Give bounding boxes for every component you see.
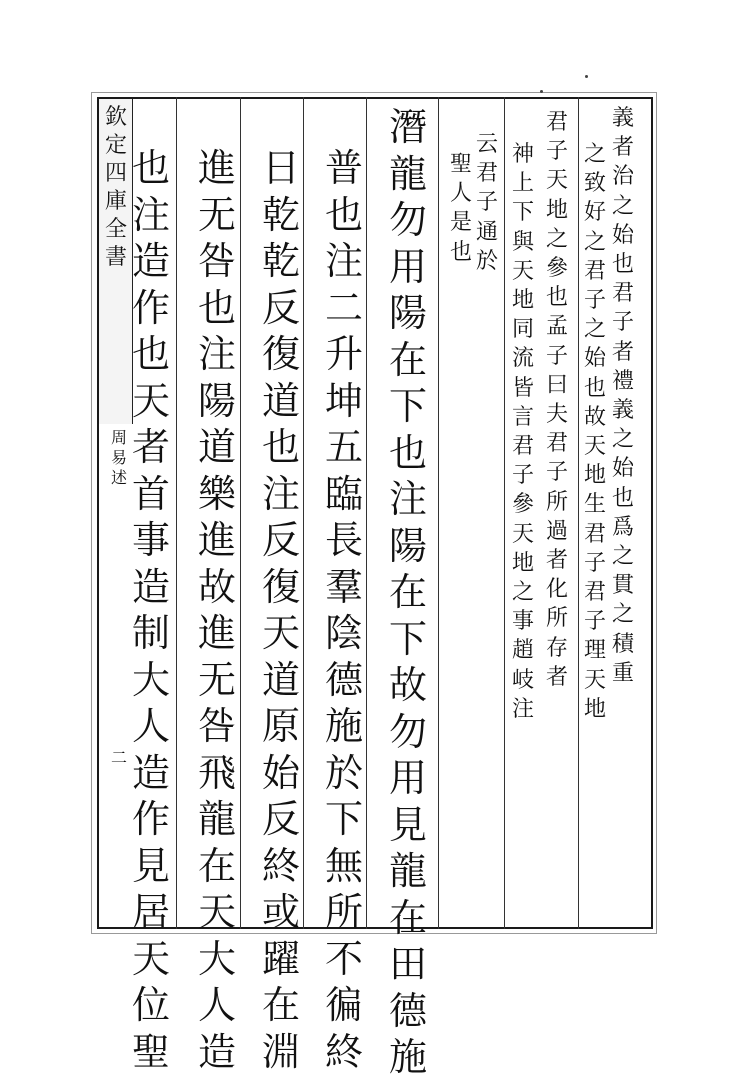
glyph: 見 xyxy=(388,802,427,847)
glyph: 道 xyxy=(197,425,236,469)
glyph: 道 xyxy=(261,657,300,702)
glyph: 反 xyxy=(261,797,300,841)
glyph: 也 xyxy=(611,485,634,511)
glyph: 注 xyxy=(388,477,427,521)
glyph: 子 xyxy=(583,550,606,576)
glyph: 復 xyxy=(261,564,300,609)
glyph: 進 xyxy=(197,611,236,655)
glyph: 復 xyxy=(261,332,300,376)
glyph: 欽 xyxy=(104,105,127,130)
glyph: 致 xyxy=(583,171,606,197)
glyph: 君 xyxy=(583,580,606,606)
glyph: 用 xyxy=(388,756,427,800)
glyph: 在 xyxy=(388,570,427,614)
glyph: 云 xyxy=(475,132,498,157)
glyph: 君 xyxy=(611,281,634,307)
glyph: 定 xyxy=(104,133,127,158)
glyph: 始 xyxy=(583,346,606,372)
glyph: 勿 xyxy=(388,198,427,242)
glyph: 道 xyxy=(261,378,300,423)
glyph: 之 xyxy=(583,142,606,167)
glyph: 聖 xyxy=(449,152,472,177)
glyph: 事 xyxy=(511,609,534,635)
glyph: 乾 xyxy=(261,239,300,283)
glyph: 陽 xyxy=(388,291,427,335)
glyph: 大 xyxy=(197,936,236,981)
glyph: 地 xyxy=(511,288,534,314)
glyph: 也 xyxy=(131,332,170,376)
glyph: 君 xyxy=(583,258,606,284)
glyph: 天 xyxy=(131,378,170,423)
text-column xyxy=(127,145,175,1075)
glyph: 也 xyxy=(131,146,170,190)
glyph: 施 xyxy=(388,1035,427,1079)
glyph: 通 xyxy=(475,219,498,245)
glyph: 不 xyxy=(324,936,363,981)
glyph: 者 xyxy=(131,425,170,469)
glyph: 樂 xyxy=(197,471,236,516)
glyph: 子 xyxy=(583,288,606,314)
glyph: 首 xyxy=(131,471,170,516)
glyph: 天 xyxy=(583,434,606,460)
glyph: 事 xyxy=(131,518,170,562)
glyph: 始 xyxy=(261,750,300,795)
glyph: 坤 xyxy=(324,378,363,423)
text-column xyxy=(257,145,305,1075)
glyph: 者 xyxy=(545,548,568,574)
glyph: 反 xyxy=(261,518,300,562)
glyph: 於 xyxy=(324,750,363,795)
glyph: 易 xyxy=(110,448,127,467)
glyph: 始 xyxy=(611,456,634,482)
glyph: 流 xyxy=(511,346,534,372)
column-rule xyxy=(438,97,439,929)
glyph: 龍 xyxy=(388,849,427,893)
glyph: 夫 xyxy=(545,402,568,428)
glyph: 勿 xyxy=(388,709,427,754)
glyph: 也 xyxy=(545,285,568,311)
glyph: 之 xyxy=(611,193,634,219)
glyph: 之 xyxy=(545,226,568,252)
glyph: 下 xyxy=(388,616,427,661)
glyph: 好 xyxy=(583,200,606,226)
glyph: 子 xyxy=(611,310,634,336)
glyph: 天 xyxy=(261,611,300,655)
glyph: 君 xyxy=(583,521,606,547)
column-rule xyxy=(176,97,177,929)
glyph: 地 xyxy=(583,463,606,489)
glyph: 故 xyxy=(197,564,236,609)
glyph: 進 xyxy=(197,146,236,190)
text-column xyxy=(580,140,610,724)
glyph: 乾 xyxy=(261,192,300,237)
glyph: 陽 xyxy=(388,523,427,568)
glyph: 下 xyxy=(511,200,534,226)
glyph: 過 xyxy=(545,518,568,544)
glyph: 理 xyxy=(583,638,606,664)
column-rule xyxy=(504,97,505,929)
glyph: 天 xyxy=(545,168,568,194)
text-column xyxy=(472,130,502,276)
glyph: 者 xyxy=(611,135,634,161)
glyph: 普 xyxy=(324,146,363,190)
text-column xyxy=(193,145,241,1075)
glyph: 也 xyxy=(449,239,472,265)
glyph: 施 xyxy=(324,704,363,748)
glyph: 天 xyxy=(583,667,606,693)
glyph: 二 xyxy=(110,748,127,767)
glyph: 子 xyxy=(511,463,534,489)
glyph: 曰 xyxy=(545,372,568,398)
glyph: 地 xyxy=(511,550,534,576)
glyph: 德 xyxy=(388,988,427,1033)
glyph: 於 xyxy=(475,248,498,274)
glyph: 下 xyxy=(388,384,427,428)
glyph: 言 xyxy=(511,404,534,430)
glyph: 日 xyxy=(261,146,300,190)
glyph: 天 xyxy=(511,521,534,547)
glyph: 天 xyxy=(511,258,534,284)
glyph: 禮 xyxy=(611,368,634,394)
glyph: 周 xyxy=(110,428,127,447)
glyph: 无 xyxy=(197,657,236,702)
glyph: 之 xyxy=(611,544,634,570)
glyph: 人 xyxy=(131,704,170,748)
glyph: 在 xyxy=(388,895,427,940)
glyph: 作 xyxy=(131,797,170,841)
glyph: 子 xyxy=(545,460,568,486)
glyph: 注 xyxy=(131,192,170,237)
speck xyxy=(540,90,543,93)
glyph: 君 xyxy=(545,110,568,135)
glyph: 居 xyxy=(131,890,170,934)
text-column xyxy=(508,140,538,724)
glyph: 無 xyxy=(324,843,363,888)
glyph: 故 xyxy=(583,404,606,430)
glyph: 之 xyxy=(583,317,606,343)
glyph: 之 xyxy=(611,602,634,628)
glyph: 位 xyxy=(131,983,170,1027)
glyph: 四 xyxy=(104,161,127,186)
glyph: 皆 xyxy=(511,375,534,401)
glyph: 飛 xyxy=(197,750,236,795)
glyph: 德 xyxy=(324,657,363,702)
glyph: 貫 xyxy=(611,573,634,599)
glyph: 潛 xyxy=(388,105,427,149)
glyph: 長 xyxy=(324,518,363,562)
glyph: 注 xyxy=(261,471,300,516)
glyph: 同 xyxy=(511,317,534,343)
glyph: 躍 xyxy=(261,936,300,981)
glyph: 爲 xyxy=(611,514,634,540)
glyph: 也 xyxy=(583,375,606,401)
glyph: 徧 xyxy=(324,983,363,1027)
glyph: 升 xyxy=(324,332,363,376)
glyph: 君 xyxy=(545,431,568,457)
glyph: 用 xyxy=(388,244,427,289)
glyph: 所 xyxy=(545,606,568,632)
glyph: 君 xyxy=(475,161,498,187)
glyph: 地 xyxy=(545,197,568,223)
glyph: 見 xyxy=(131,843,170,888)
glyph: 也 xyxy=(388,430,427,475)
glyph: 子 xyxy=(475,190,498,216)
glyph: 故 xyxy=(388,663,427,707)
glyph: 陰 xyxy=(324,611,363,655)
glyph: 大 xyxy=(131,657,170,702)
glyph: 天 xyxy=(131,936,170,981)
glyph: 下 xyxy=(324,797,363,841)
glyph: 所 xyxy=(324,890,363,934)
glyph: 庫 xyxy=(104,189,127,214)
speck xyxy=(585,75,588,78)
glyph: 造 xyxy=(131,564,170,609)
glyph: 人 xyxy=(197,983,236,1027)
glyph: 咎 xyxy=(197,239,236,283)
glyph: 地 xyxy=(583,696,606,722)
glyph: 治 xyxy=(611,164,634,190)
glyph: 或 xyxy=(261,890,300,934)
glyph: 子 xyxy=(545,139,568,165)
glyph: 重 xyxy=(611,660,634,686)
glyph: 化 xyxy=(545,577,568,603)
glyph: 制 xyxy=(131,611,170,655)
glyph: 之 xyxy=(583,229,606,255)
glyph: 義 xyxy=(611,398,634,424)
glyph: 二 xyxy=(324,285,363,330)
glyph: 子 xyxy=(545,343,568,369)
glyph: 也 xyxy=(261,425,300,469)
glyph: 進 xyxy=(197,518,236,562)
glyph: 趙 xyxy=(511,638,534,664)
glyph: 注 xyxy=(324,239,363,283)
glyph: 淵 xyxy=(261,1029,300,1074)
glyph: 造 xyxy=(131,239,170,283)
text-column xyxy=(542,108,572,692)
glyph: 无 xyxy=(197,192,236,237)
glyph: 君 xyxy=(511,434,534,460)
glyph: 田 xyxy=(388,942,427,986)
glyph: 始 xyxy=(611,222,634,248)
text-column xyxy=(384,104,432,1081)
glyph: 終 xyxy=(324,1029,363,1074)
glyph: 五 xyxy=(324,425,363,469)
header-title xyxy=(102,104,130,272)
glyph: 者 xyxy=(545,664,568,690)
glyph: 造 xyxy=(131,750,170,795)
glyph: 終 xyxy=(261,843,300,888)
glyph: 作 xyxy=(131,285,170,330)
glyph: 人 xyxy=(449,181,472,207)
glyph: 積 xyxy=(611,631,634,657)
glyph: 也 xyxy=(324,192,363,237)
glyph: 原 xyxy=(261,704,300,748)
glyph: 參 xyxy=(545,256,568,282)
glyph: 反 xyxy=(261,285,300,330)
glyph: 全 xyxy=(104,217,127,242)
glyph: 羣 xyxy=(324,564,363,609)
glyph: 孟 xyxy=(545,314,568,340)
glyph: 咎 xyxy=(197,704,236,748)
glyph: 臨 xyxy=(324,471,363,516)
glyph: 岐 xyxy=(511,667,534,693)
glyph: 與 xyxy=(511,229,534,255)
glyph: 在 xyxy=(388,337,427,382)
text-column xyxy=(320,145,368,1075)
glyph: 生 xyxy=(583,492,606,518)
glyph: 在 xyxy=(261,983,300,1027)
glyph: 義 xyxy=(611,106,634,131)
text-column xyxy=(446,150,476,267)
glyph: 龍 xyxy=(388,151,427,196)
glyph: 所 xyxy=(545,489,568,515)
glyph: 陽 xyxy=(197,378,236,423)
text-column xyxy=(608,104,638,688)
glyph: 神 xyxy=(511,142,534,167)
glyph: 也 xyxy=(197,285,236,330)
column-rule xyxy=(578,97,579,929)
glyph: 上 xyxy=(511,171,534,197)
glyph: 之 xyxy=(511,580,534,606)
glyph: 參 xyxy=(511,492,534,518)
glyph: 是 xyxy=(449,210,472,236)
glyph: 造 xyxy=(197,1029,236,1074)
glyph: 者 xyxy=(611,339,634,365)
glyph: 存 xyxy=(545,635,568,661)
glyph: 龍 xyxy=(197,797,236,841)
glyph: 天 xyxy=(197,890,236,934)
glyph: 子 xyxy=(583,609,606,635)
glyph: 也 xyxy=(611,252,634,278)
glyph: 聖 xyxy=(131,1029,170,1074)
glyph: 之 xyxy=(611,427,634,453)
glyph: 注 xyxy=(197,332,236,376)
glyph: 在 xyxy=(197,843,236,888)
glyph: 書 xyxy=(104,245,127,270)
glyph: 注 xyxy=(511,696,534,722)
glyph: 述 xyxy=(110,468,127,487)
